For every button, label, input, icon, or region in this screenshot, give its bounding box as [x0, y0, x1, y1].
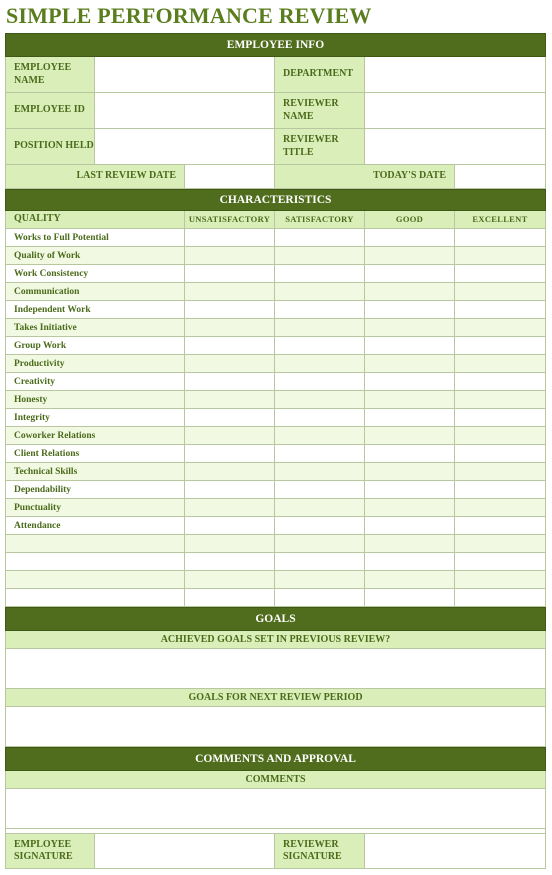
rating-cell-unsatisfactory[interactable]: [185, 247, 275, 265]
department-label: DEPARTMENT: [275, 57, 365, 93]
quality-label: Honesty: [5, 391, 185, 409]
rating-cell-excellent[interactable]: [455, 535, 546, 553]
rating-cell-good[interactable]: [365, 409, 455, 427]
column-header-unsatisfactory: UNSATISFACTORY: [185, 211, 275, 229]
rating-cell-unsatisfactory[interactable]: [185, 481, 275, 499]
quality-row: [5, 301, 546, 319]
quality-row: [5, 481, 546, 499]
rating-cell-unsatisfactory[interactable]: [185, 301, 275, 319]
rating-cell-excellent[interactable]: [455, 319, 546, 337]
page-title: SIMPLE PERFORMANCE REVIEW: [6, 3, 372, 28]
rating-cell-good[interactable]: [365, 553, 455, 571]
rating-cell-excellent[interactable]: [455, 553, 546, 571]
reviewer-signature-label: REVIEWER SIGNATURE: [275, 834, 365, 869]
quality-label: Group Work: [5, 337, 185, 355]
reviewer-name-field[interactable]: [365, 93, 546, 129]
rating-cell-satisfactory[interactable]: [275, 481, 365, 499]
quality-label: Creativity: [5, 373, 185, 391]
rating-cell-excellent[interactable]: [455, 427, 546, 445]
position-held-label: POSITION HELD: [5, 129, 95, 165]
quality-label: Works to Full Potential: [5, 229, 185, 247]
rating-cell-satisfactory[interactable]: [275, 337, 365, 355]
rating-cell-satisfactory[interactable]: [275, 499, 365, 517]
rating-cell-unsatisfactory[interactable]: [185, 517, 275, 535]
quality-table: [5, 229, 546, 607]
rating-cell-satisfactory[interactable]: [275, 355, 365, 373]
employee-info-header: EMPLOYEE INFO: [5, 33, 546, 57]
rating-cell-satisfactory[interactable]: [275, 247, 365, 265]
rating-cell-unsatisfactory[interactable]: [185, 571, 275, 589]
quality-label: Productivity: [5, 355, 185, 373]
quality-row: [5, 517, 546, 535]
rating-cell-unsatisfactory[interactable]: [185, 229, 275, 247]
rating-cell-excellent[interactable]: [455, 283, 546, 301]
column-header-satisfactory: SATISFACTORY: [275, 211, 365, 229]
rating-cell-good[interactable]: [365, 355, 455, 373]
rating-cell-unsatisfactory[interactable]: [185, 355, 275, 373]
rating-cell-unsatisfactory[interactable]: [185, 391, 275, 409]
rating-cell-good[interactable]: [365, 319, 455, 337]
rating-cell-good[interactable]: [365, 535, 455, 553]
rating-cell-unsatisfactory[interactable]: [185, 463, 275, 481]
next-goals-row: [5, 689, 546, 707]
rating-cell-unsatisfactory[interactable]: [185, 265, 275, 283]
employee-row-1: [5, 57, 546, 93]
characteristics-column-headers: [5, 211, 546, 229]
rating-cell-good[interactable]: [365, 463, 455, 481]
column-header-good: GOOD: [365, 211, 455, 229]
rating-cell-excellent[interactable]: [455, 337, 546, 355]
rating-cell-unsatisfactory[interactable]: [185, 535, 275, 553]
rating-cell-good[interactable]: [365, 265, 455, 283]
reviewer-title-label: REVIEWER TITLE: [275, 129, 365, 165]
quality-row: [5, 247, 546, 265]
todays-date-field[interactable]: [455, 165, 546, 189]
position-held-field[interactable]: [95, 129, 275, 165]
rating-cell-satisfactory[interactable]: [275, 517, 365, 535]
rating-cell-excellent[interactable]: [455, 229, 546, 247]
rating-cell-unsatisfactory[interactable]: [185, 337, 275, 355]
quality-row: [5, 589, 546, 607]
last-review-date-label: LAST REVIEW DATE: [5, 165, 185, 189]
rating-cell-good[interactable]: [365, 229, 455, 247]
employee-id-label: EMPLOYEE ID: [5, 93, 95, 129]
achieved-goals-row: [5, 631, 546, 649]
rating-cell-satisfactory[interactable]: [275, 427, 365, 445]
quality-label: Work Consistency: [5, 265, 185, 283]
quality-row: [5, 463, 546, 481]
rating-cell-good[interactable]: [365, 283, 455, 301]
rating-cell-good[interactable]: [365, 337, 455, 355]
quality-label: [5, 553, 185, 571]
rating-cell-excellent[interactable]: [455, 589, 546, 607]
quality-label: Independent Work: [5, 301, 185, 319]
rating-cell-satisfactory[interactable]: [275, 391, 365, 409]
comments-approval-header: COMMENTS AND APPROVAL: [5, 747, 546, 771]
review-form: [5, 33, 546, 869]
last-review-date-field[interactable]: [185, 165, 275, 189]
quality-label: Integrity: [5, 409, 185, 427]
rating-cell-satisfactory[interactable]: [275, 445, 365, 463]
quality-label: Technical Skills: [5, 463, 185, 481]
rating-cell-good[interactable]: [365, 391, 455, 409]
quality-label: Takes Initiative: [5, 319, 185, 337]
rating-cell-unsatisfactory[interactable]: [185, 319, 275, 337]
todays-date-label: TODAY'S DATE: [275, 165, 455, 189]
rating-cell-satisfactory[interactable]: [275, 373, 365, 391]
quality-row: [5, 553, 546, 571]
rating-cell-satisfactory[interactable]: [275, 265, 365, 283]
rating-cell-good[interactable]: [365, 247, 455, 265]
quality-row: [5, 229, 546, 247]
rating-cell-satisfactory[interactable]: [275, 463, 365, 481]
rating-cell-excellent[interactable]: [455, 265, 546, 283]
rating-cell-excellent[interactable]: [455, 409, 546, 427]
employee-signature-field[interactable]: [95, 834, 275, 869]
comments-label: COMMENTS: [5, 771, 546, 789]
quality-label: Communication: [5, 283, 185, 301]
rating-cell-satisfactory[interactable]: [275, 301, 365, 319]
employee-name-field[interactable]: [95, 57, 275, 93]
rating-cell-excellent[interactable]: [455, 571, 546, 589]
employee-row-3: [5, 129, 546, 165]
quality-label: Client Relations: [5, 445, 185, 463]
rating-cell-good[interactable]: [365, 445, 455, 463]
rating-cell-satisfactory[interactable]: [275, 229, 365, 247]
quality-label: [5, 535, 185, 553]
dates-row: [5, 165, 546, 189]
quality-row: [5, 427, 546, 445]
rating-cell-good[interactable]: [365, 481, 455, 499]
rating-cell-satisfactory[interactable]: [275, 535, 365, 553]
quality-label: Attendance: [5, 517, 185, 535]
achieved-goals-label: ACHIEVED GOALS SET IN PREVIOUS REVIEW?: [5, 631, 546, 649]
rating-cell-unsatisfactory[interactable]: [185, 499, 275, 517]
quality-row: [5, 499, 546, 517]
employee-name-label: EMPLOYEE NAME: [5, 57, 95, 93]
rating-cell-unsatisfactory[interactable]: [185, 283, 275, 301]
rating-cell-satisfactory[interactable]: [275, 589, 365, 607]
quality-row: [5, 571, 546, 589]
rating-cell-excellent[interactable]: [455, 373, 546, 391]
column-header-quality: QUALITY: [5, 211, 185, 229]
rating-cell-unsatisfactory[interactable]: [185, 373, 275, 391]
rating-cell-satisfactory[interactable]: [275, 409, 365, 427]
employee-id-field[interactable]: [95, 93, 275, 129]
rating-cell-unsatisfactory[interactable]: [185, 409, 275, 427]
rating-cell-good[interactable]: [365, 571, 455, 589]
rating-cell-unsatisfactory[interactable]: [185, 553, 275, 571]
rating-cell-satisfactory[interactable]: [275, 319, 365, 337]
rating-cell-excellent[interactable]: [455, 247, 546, 265]
goals-header: GOALS: [5, 607, 546, 631]
quality-row: [5, 373, 546, 391]
rating-cell-good[interactable]: [365, 301, 455, 319]
rating-cell-unsatisfactory[interactable]: [185, 427, 275, 445]
quality-row: [5, 391, 546, 409]
rating-cell-good[interactable]: [365, 499, 455, 517]
reviewer-name-label: REVIEWER NAME: [275, 93, 365, 129]
rating-cell-good[interactable]: [365, 373, 455, 391]
quality-row: [5, 265, 546, 283]
quality-label: [5, 589, 185, 607]
quality-row: [5, 319, 546, 337]
achieved-goals-field[interactable]: [5, 649, 546, 689]
comments-field[interactable]: [5, 789, 546, 829]
reviewer-title-field[interactable]: [365, 129, 546, 165]
rating-cell-satisfactory[interactable]: [275, 283, 365, 301]
quality-row: [5, 283, 546, 301]
next-goals-field[interactable]: [5, 707, 546, 747]
quality-label: Quality of Work: [5, 247, 185, 265]
employee-row-2: [5, 93, 546, 129]
rating-cell-unsatisfactory[interactable]: [185, 445, 275, 463]
next-goals-label: GOALS FOR NEXT REVIEW PERIOD: [5, 689, 546, 707]
column-header-excellent: EXCELLENT: [455, 211, 546, 229]
reviewer-signature-field[interactable]: [365, 834, 546, 869]
rating-cell-satisfactory[interactable]: [275, 553, 365, 571]
quality-row: [5, 409, 546, 427]
quality-label: Punctuality: [5, 499, 185, 517]
rating-cell-good[interactable]: [365, 589, 455, 607]
quality-label: Coworker Relations: [5, 427, 185, 445]
rating-cell-excellent[interactable]: [455, 355, 546, 373]
rating-cell-good[interactable]: [365, 427, 455, 445]
rating-cell-satisfactory[interactable]: [275, 571, 365, 589]
employee-signature-label: EMPLOYEE SIGNATURE: [5, 834, 95, 869]
rating-cell-excellent[interactable]: [455, 463, 546, 481]
characteristics-header: CHARACTERISTICS: [5, 189, 546, 211]
comments-label-row: [5, 771, 546, 789]
rating-cell-excellent[interactable]: [455, 499, 546, 517]
rating-cell-excellent[interactable]: [455, 481, 546, 499]
department-field[interactable]: [365, 57, 546, 93]
rating-cell-excellent[interactable]: [455, 391, 546, 409]
rating-cell-unsatisfactory[interactable]: [185, 589, 275, 607]
quality-row: [5, 535, 546, 553]
quality-row: [5, 337, 546, 355]
signature-row: [5, 833, 546, 869]
quality-row: [5, 445, 546, 463]
rating-cell-excellent[interactable]: [455, 517, 546, 535]
rating-cell-good[interactable]: [365, 517, 455, 535]
quality-label: Dependability: [5, 481, 185, 499]
rating-cell-excellent[interactable]: [455, 445, 546, 463]
quality-label: [5, 571, 185, 589]
quality-row: [5, 355, 546, 373]
rating-cell-excellent[interactable]: [455, 301, 546, 319]
